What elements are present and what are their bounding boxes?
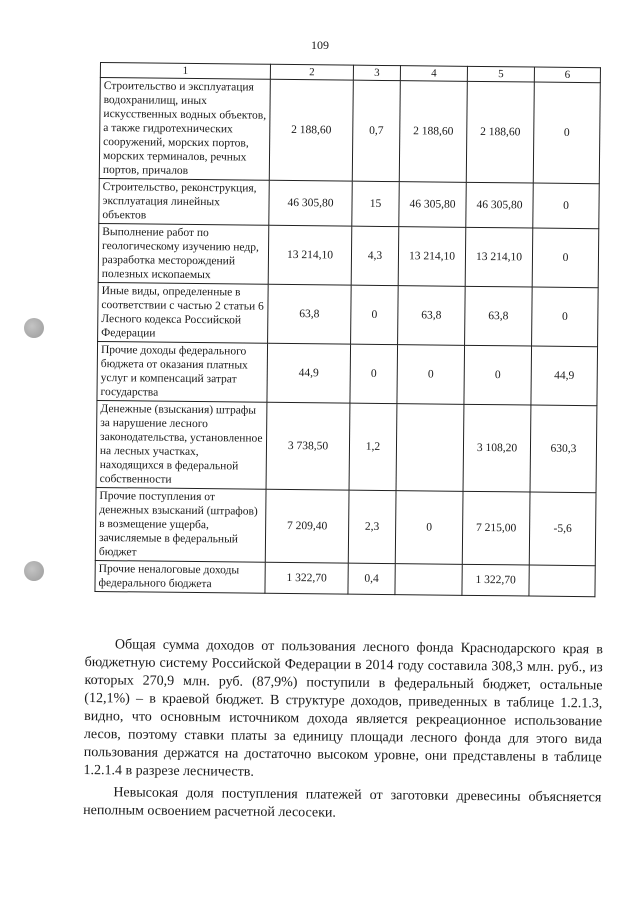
column-header: 3 (353, 65, 400, 80)
cell-value: 0 (533, 82, 600, 184)
row-name: Прочие поступления от денежных взысканий (штрафов) в возмещение ущерба, зачисляемые в федеральный бюджет (95, 487, 266, 562)
cell-value: 0 (532, 228, 599, 288)
cell-value (396, 404, 464, 492)
paragraph: Общая сумма доходов от пользования лесного фонда Краснодарского края в бюджетную систему Российской Федерации в 2014 году составила 308,3 млн. руб., из которых 270,9 млн. руб. (87,9%) поступили в федеральный бюджет, остальные (12,1%) – в краевой бюджет. В структуре доходов, приведенных в таблице 1.2.1.3, видно, что основным источником дохода является рекреационное использование лесов, поэтому ставки платы за единицу площади лесного фонда для этого вида пользования держатся на достаточно высоком уровне, они представлены в таблице 1.2.1.4 в разрезе лесничеств. (83, 637, 603, 780)
cell-value: 0 (397, 345, 465, 405)
cell-value: 1,2 (349, 403, 397, 490)
cell-value: 13 214,10 (268, 225, 352, 285)
cell-value: 46 305,80 (399, 182, 466, 228)
row-name: Прочие доходы федерального бюджета от оказания платных услуг и компенсаций затрат государства (97, 341, 268, 402)
cell-value: 13 214,10 (398, 227, 466, 287)
cell-value: 63,8 (398, 286, 466, 346)
page-number: 109 (311, 38, 329, 52)
table-row (96, 400, 597, 492)
cell-value: 7 209,40 (265, 489, 349, 563)
cell-value: 13 214,10 (465, 227, 533, 287)
cell-value (529, 565, 595, 597)
cell-value: 63,8 (465, 286, 533, 346)
cell-value: 7 215,00 (462, 491, 530, 565)
cell-value: 0 (350, 344, 398, 403)
paragraph: Невысокая доля поступления платежей от заготовки древесины объясняется неполным освоением расчетной лесосеки. (83, 785, 602, 821)
table-row (99, 78, 600, 184)
cell-value: 2,3 (348, 490, 396, 563)
row-name: Строительство, реконструкция, эксплуатация линейных объектов (99, 178, 269, 225)
cell-value: 46 305,80 (269, 180, 352, 226)
cell-value: 0 (351, 285, 399, 344)
table-row (99, 178, 599, 228)
cell-value: 630,3 (530, 405, 597, 493)
binder-hole-bottom (24, 561, 44, 581)
cell-value: 0 (464, 345, 532, 405)
cell-value: 1 322,70 (462, 564, 529, 596)
cell-value: 63,8 (268, 284, 352, 344)
column-header: 4 (400, 66, 467, 82)
cell-value: 0 (532, 287, 599, 347)
cell-value: -5,6 (529, 492, 596, 566)
cell-value: 0,4 (348, 563, 395, 594)
cell-value: 0 (533, 183, 599, 229)
column-header: 1 (100, 63, 270, 80)
cell-value: 0 (395, 491, 463, 565)
cell-value: 1 322,70 (265, 562, 348, 594)
row-name: Прочие неналоговые доходы федерального бюджета (95, 560, 265, 593)
cell-value: 15 (352, 181, 399, 226)
cell-value: 3 108,20 (463, 404, 531, 492)
row-name: Строительство и эксплуатация водохранилищ, иных искусственных водных объектов, а также гидротехнических сооружений, морских портов, морских терминалов, речных портов, причалов (99, 78, 270, 181)
table-row (97, 341, 598, 405)
row-name: Выполнение работ по геологическому изучению недр, разработка месторождений полезных ископаемых (98, 223, 269, 284)
row-name: Иные виды, определенные в соответствии с частью 2 статьи 6 Лесного кодекса Российской Федерации (98, 282, 269, 343)
binder-hole-top (24, 318, 44, 338)
cell-value: 2 188,60 (269, 79, 353, 181)
revenue-table (94, 62, 601, 597)
column-header: 5 (467, 66, 534, 82)
cell-value: 2 188,60 (399, 81, 467, 183)
cell-value (395, 564, 462, 596)
column-header: 2 (270, 64, 353, 80)
table-row (95, 560, 595, 596)
cell-value: 3 738,50 (266, 402, 350, 490)
cell-value: 4,3 (351, 226, 399, 285)
body-text (83, 636, 603, 825)
row-name: Денежные (взыскания) штрафы за нарушение лесного законодательства, установленное на лесных участках, находящихся в федеральной собственности (96, 400, 267, 489)
table-row (95, 487, 596, 565)
cell-value: 2 188,60 (466, 81, 534, 183)
column-header: 6 (534, 67, 600, 83)
cell-value: 0,7 (352, 80, 400, 181)
cell-value: 44,9 (531, 346, 598, 406)
table-row (98, 282, 599, 346)
cell-value: 46 305,80 (466, 182, 533, 228)
table-row (98, 223, 599, 287)
cell-value: 44,9 (267, 343, 351, 403)
